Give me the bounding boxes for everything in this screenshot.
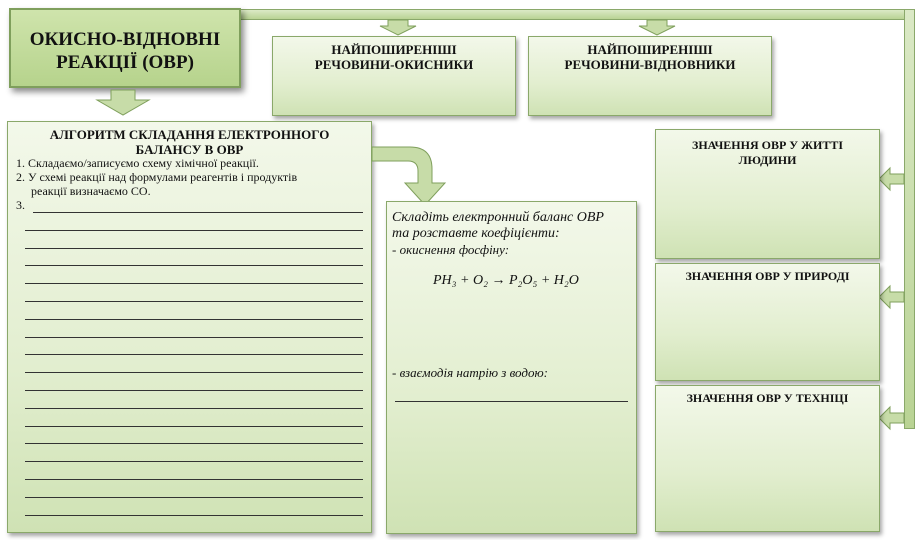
answer-line xyxy=(25,230,363,231)
answer-line xyxy=(33,212,363,213)
main-title-line1: ОКИСНО-ВІДНОВНІ xyxy=(29,29,221,50)
answer-line xyxy=(25,319,363,320)
significance-life-line1: ЗНАЧЕННЯ ОВР У ЖИТТІ xyxy=(691,138,843,152)
algorithm-title-line2: БАЛАНСУ В ОВР xyxy=(135,142,244,157)
arrow-left-life-icon xyxy=(879,166,905,192)
arrow-down-algorithm-icon xyxy=(95,90,151,116)
arrow-down-reducers-icon xyxy=(637,20,677,36)
significance-technology-title: ЗНАЧЕННЯ ОВР У ТЕХНІЦІ xyxy=(686,391,849,405)
oxidizers-box xyxy=(272,36,516,116)
answer-line xyxy=(25,497,363,498)
main-title xyxy=(11,28,239,74)
oxidizers-line1: НАЙПОШИРЕНІШІ xyxy=(331,42,457,57)
algorithm-step2-line1: 2. У схемі реакції над формулами реагентів і продуктів xyxy=(16,170,298,184)
answer-line xyxy=(25,372,363,373)
main-title-box xyxy=(9,8,241,88)
answer-line xyxy=(25,461,363,462)
significance-nature-title: ЗНАЧЕННЯ ОВР У ПРИРОДІ xyxy=(685,269,850,283)
reducers-box xyxy=(528,36,772,116)
reducers-line1: НАЙПОШИРЕНІШІ xyxy=(587,42,713,57)
answer-line xyxy=(25,354,363,355)
right-connector-bar xyxy=(904,9,915,429)
answer-line xyxy=(25,515,363,516)
answer-line xyxy=(25,426,363,427)
algorithm-step3: 3. xyxy=(16,198,25,212)
answer-line xyxy=(25,301,363,302)
phosphine-equation: PH₃ + O₂ → P₂O₅ + H₂O xyxy=(433,273,579,288)
task-text xyxy=(392,210,604,258)
significance-life-box xyxy=(655,129,880,259)
task-line3: - окиснення фосфіну: xyxy=(392,242,510,257)
main-title-line2: РЕАКЦІЇ (ОВР) xyxy=(56,52,194,73)
top-connector-bar xyxy=(238,9,915,20)
task-line1: Складіть електронний баланс ОВР xyxy=(392,210,604,225)
arrow-left-technology-icon xyxy=(879,405,905,431)
answer-line xyxy=(25,337,363,338)
answer-line xyxy=(25,390,363,391)
significance-technology-box xyxy=(655,385,880,532)
task-line2: та розставте коефіцієнти: xyxy=(392,226,560,241)
algorithm-step2-line2: реакції визначаємо СО. xyxy=(16,184,151,198)
task-line4: - взаємодія натрію з водою: xyxy=(392,365,548,380)
answer-line xyxy=(25,408,363,409)
reducers-line2: РЕЧОВИНИ-ВІДНОВНИКИ xyxy=(564,57,736,72)
answer-line xyxy=(25,479,363,480)
arrow-down-oxidizers-icon xyxy=(378,20,418,36)
answer-line xyxy=(25,265,363,266)
algorithm-title-line1: АЛГОРИТМ СКЛАДАННЯ ЕЛЕКТРОННОГО xyxy=(49,127,330,142)
algorithm-step1: 1. Складаємо/записуємо схему хімічної реакції. xyxy=(16,156,259,170)
algorithm-box xyxy=(7,121,372,533)
significance-nature-box xyxy=(655,263,880,381)
arrow-left-nature-icon xyxy=(879,284,905,310)
significance-life-line2: ЛЮДИНИ xyxy=(738,153,797,167)
algorithm-steps xyxy=(16,156,365,212)
oxidizers-line2: РЕЧОВИНИ-ОКИСНИКИ xyxy=(314,57,474,72)
answer-line xyxy=(25,443,363,444)
answer-line xyxy=(25,283,363,284)
answer-line xyxy=(25,248,363,249)
curved-arrow-icon xyxy=(370,143,452,209)
task-answer-line xyxy=(395,401,628,402)
